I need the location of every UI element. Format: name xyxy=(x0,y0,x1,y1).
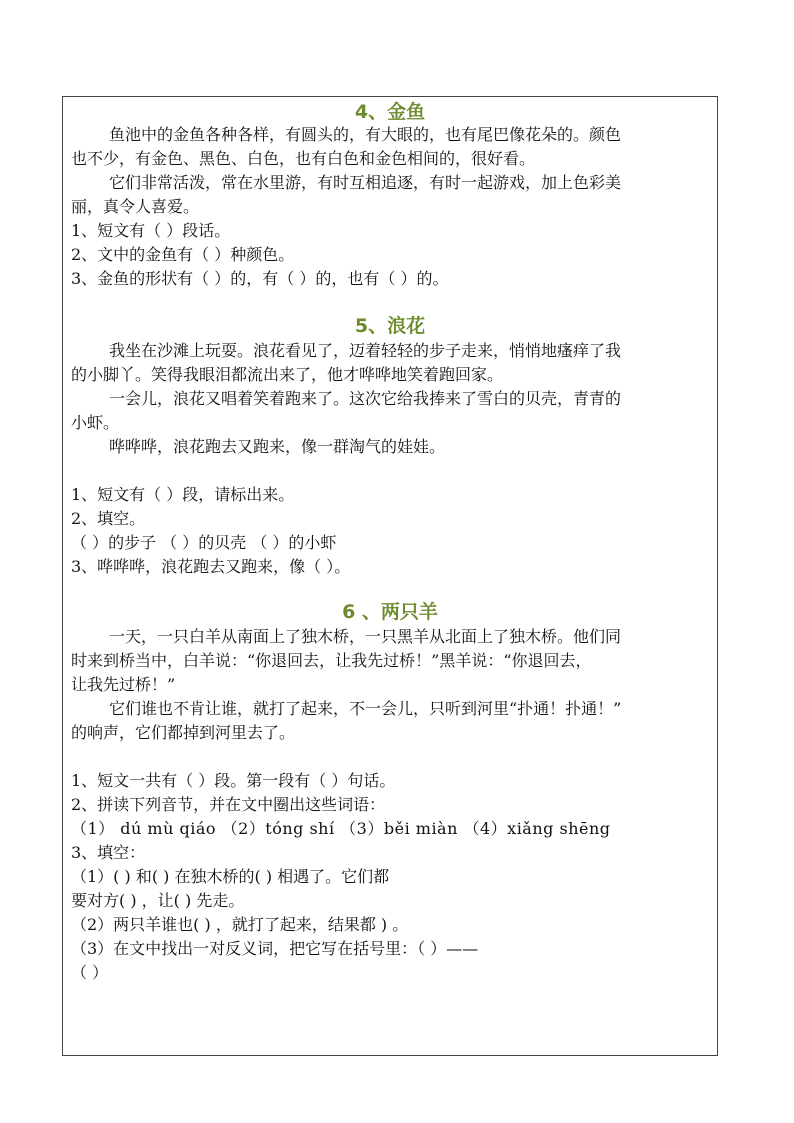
section-6-paragraph-1-line-2: 时来到桥当中，白羊说：“你退回去，让我先过桥！”黑羊说：“你退回去， xyxy=(71,651,592,670)
section-5-paragraph-2-line-1: 一会儿，浪花又唱着笑着跑来了。这次它给我捧来了雪白的贝壳，青青的 xyxy=(109,389,622,408)
section-5-title: 5、浪花 xyxy=(354,315,426,337)
section-5-paragraph-3: 哗哗哗，浪花跑去又跑来，像一群淘气的娃娃。 xyxy=(109,437,446,456)
section-4-paragraph-1-line-2: 也不少，有金色、黑色、白色，也有白色和金色相间的，很好看。 xyxy=(71,149,536,168)
section-4-paragraph-1-line-1: 鱼池中的金鱼各种各样，有圆头的，有大眼的，也有尾巴像花朵的。颜色 xyxy=(109,125,622,144)
section-6-question-3-item-2: （2）两只羊谁也( ) ，就打了起来，结果都 ) 。 xyxy=(71,915,409,934)
section-6-paragraph-1-line-3: 让我先过桥！” xyxy=(71,675,176,694)
section-4-question-3: 3、金鱼的形状有（ ）的，有（ ）的，也有（ ）的。 xyxy=(71,269,449,288)
section-6-question-2-pinyin: （1） dú mù qiáo （2）tóng shí （3）běi miàn （4）xiǎng shēng xyxy=(71,819,611,838)
section-4-question-1: 1、短文有（ ）段话。 xyxy=(71,221,231,240)
section-6-question-3-item-3b: （ ） xyxy=(71,963,109,982)
section-5-question-2-blanks: （ ）的步子 （ ）的贝壳 （ ）的小虾 xyxy=(71,533,337,552)
section-4-paragraph-2-line-2: 丽，真令人喜爱。 xyxy=(71,197,200,216)
worksheet-frame xyxy=(62,96,718,1056)
section-6-paragraph-2-line-2: 的响声，它们都掉到河里去了。 xyxy=(71,723,296,742)
section-6-paragraph-1-line-1: 一天，一只白羊从南面上了独木桥，一只黑羊从北面上了独木桥。他们同 xyxy=(109,627,622,646)
section-6-question-2: 2、拼读下列音节，并在文中圈出这些词语： xyxy=(71,795,386,814)
section-5-paragraph-2-line-2: 小虾。 xyxy=(71,413,120,432)
section-6-question-1: 1、短文一共有（ ）段。第一段有（ ）句话。 xyxy=(71,771,396,790)
section-6-paragraph-2-line-1: 它们谁也不肯让谁，就打了起来，不一会儿，只听到河里“扑通！扑通！” xyxy=(109,699,622,718)
section-6-question-3-item-1a: （1）( ) 和( ) 在独木桥的( ) 相遇了。它们都 xyxy=(71,867,390,886)
section-4-question-2: 2、文中的金鱼有（ ）种颜色。 xyxy=(71,245,295,264)
section-4-title: 4、金鱼 xyxy=(354,101,426,123)
section-6-title: 6 、两只羊 xyxy=(342,601,438,623)
section-6-question-3-item-1b: 要对方( ) ，让( ) 先走。 xyxy=(71,891,245,910)
section-6-question-3: 3、填空： xyxy=(71,843,146,862)
section-5-question-3: 3、哗哗哗，浪花跑去又跑来，像（ ）。 xyxy=(71,557,351,576)
section-4-paragraph-2-line-1: 它们非常活泼，常在水里游，有时互相追逐，有时一起游戏，加上色彩美 xyxy=(109,173,622,192)
section-5-question-2: 2、填空。 xyxy=(71,509,146,528)
section-6-question-3-item-3a: （3）在文中找出一对反义词，把它写在括号里：（ ）—— xyxy=(71,939,479,958)
section-5-paragraph-1-line-2: 的小脚丫。笑得我眼泪都流出来了，他才哗哗地笑着跑回家。 xyxy=(71,365,504,384)
section-5-paragraph-1-line-1: 我坐在沙滩上玩耍。浪花看见了，迈着轻轻的步子走来，悄悄地瘙痒了我 xyxy=(109,341,622,360)
section-5-question-1: 1、短文有（ ）段，请标出来。 xyxy=(71,485,295,504)
